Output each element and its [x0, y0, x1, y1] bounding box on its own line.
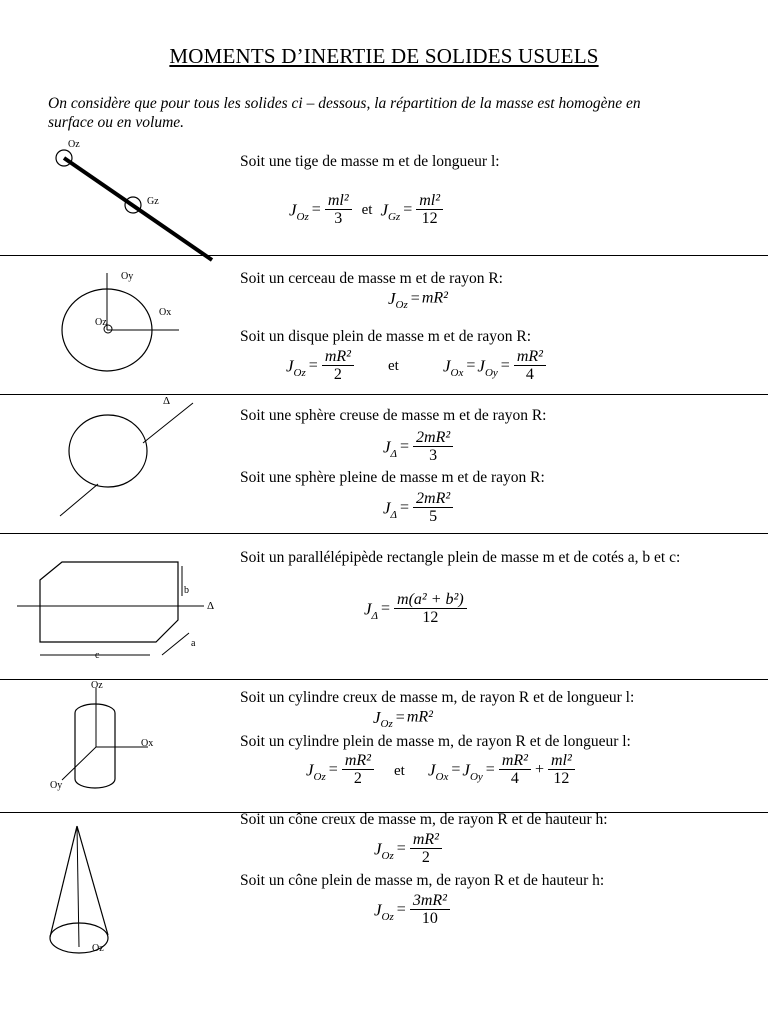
- denominator: 12: [394, 608, 467, 626]
- numerator: ml²: [550, 752, 572, 769]
- formula-fraction: [410, 832, 442, 866]
- denominator: 3: [325, 209, 352, 227]
- formula-subscript: Δ: [371, 609, 379, 622]
- box-a-dimension: [162, 633, 189, 655]
- box-a-label: a: [191, 638, 196, 649]
- section-divider: [0, 533, 768, 534]
- formula-expression: mR²: [421, 289, 448, 307]
- sphere-axis-upper: [143, 403, 193, 443]
- formula-subscript: Gz: [387, 210, 401, 223]
- hollow-sphere-text: Soit une sphère creuse de masse m et de rayon R:: [240, 407, 547, 424]
- formula-fraction: [394, 592, 467, 626]
- numerator: 3mR²: [412, 892, 447, 909]
- denominator: 3: [413, 446, 453, 464]
- formula-j: J: [462, 760, 470, 780]
- box-b-label: b: [184, 585, 189, 596]
- denominator: 2: [322, 365, 354, 383]
- formula-j: J: [477, 356, 485, 376]
- cylinder-body: [75, 704, 115, 788]
- hollow-cylinder-formula: $J_{Oz} = mR^2$: [373, 708, 433, 731]
- formula-subscript: Ox: [435, 770, 449, 783]
- formula-j: J: [373, 708, 381, 727]
- formula-j: J: [306, 760, 314, 780]
- denominator: 4: [499, 769, 531, 787]
- intro-paragraph: On considère que pour tous les solides ci – dessous, la répartition de la masse est homogène en surface ou en volume.: [48, 95, 641, 131]
- numerator: mR²: [344, 752, 371, 769]
- numerator: mR²: [412, 831, 439, 848]
- formula-j: J: [374, 900, 382, 920]
- formula-fraction: [325, 193, 352, 227]
- formula-j: J: [443, 356, 451, 376]
- formula-j: J: [428, 760, 436, 780]
- solid-cylinder-text: Soit un cylindre plein de masse m, de rayon R et de longueur l:: [240, 733, 631, 750]
- denominator: 12: [416, 209, 443, 227]
- formula-fraction: [413, 430, 453, 464]
- formula-j: J: [383, 437, 391, 457]
- cone-oz-label: Oz: [92, 943, 104, 954]
- formula-fraction: [322, 349, 354, 383]
- hoop-oz-label: Oz: [95, 317, 107, 328]
- formula-j: J: [289, 200, 297, 220]
- formula-subscript: Δ: [390, 508, 398, 521]
- plus-sign: +: [534, 761, 544, 778]
- hoop-text: Soit un cerceau de masse m et de rayon R:: [240, 270, 503, 287]
- formula-connector: et: [361, 201, 373, 218]
- cylinder-figure: [62, 688, 148, 788]
- disk-formula-ox-oy: $J_{Ox} = J_{Oy}$ = $\frac{\text{mR²}}{4}$: [443, 349, 548, 383]
- solid-cone-formula: $J_{Oz}$ = $\frac{\text{3mR²}}{10}$: [374, 893, 452, 927]
- hollow-cylinder-text: Soit un cylindre creux de masse m, de rayon R et de longueur l:: [240, 689, 635, 706]
- cylinder-oy-axis: [62, 747, 96, 780]
- hoop-formula: $J_{Oz} = mR^2$: [388, 289, 448, 312]
- rod-text: Soit une tige de masse m et de longueur l:: [240, 153, 500, 170]
- box-formula: $J_\Delta$ = $\frac{\text{m(a² + b²)}}{12}$: [364, 592, 469, 626]
- numerator: mR²: [516, 348, 543, 365]
- formula-j: J: [380, 200, 388, 220]
- section-divider: [0, 679, 768, 680]
- solid-cone-text: Soit un cône plein de masse m, de rayon R et de hauteur h:: [240, 872, 605, 889]
- cylinder-oy-label: Oy: [50, 780, 63, 791]
- numerator: 2mR²: [416, 429, 451, 446]
- denominator: 2: [410, 848, 442, 866]
- formula-fraction: [410, 893, 450, 927]
- solid-sphere-text: Soit une sphère pleine de masse m et de rayon R:: [240, 469, 545, 486]
- section-divider: [0, 255, 768, 256]
- formula-expression: mR²: [406, 708, 433, 726]
- parallelepiped-figure: [17, 562, 204, 655]
- cone-figure: [50, 826, 108, 953]
- solid-cylinder-formula-oz: $J_{Oz}$ = $\frac{\text{mR²}}{2}$: [306, 753, 376, 787]
- solid-sphere-formula: $J_\Delta$ = $\frac{\text{2mR²}}{5}$: [383, 491, 455, 525]
- cylinder-connector: et: [394, 763, 405, 779]
- formula-j: J: [383, 498, 391, 518]
- formula-subscript: Oz: [381, 849, 394, 862]
- hoop-figure: [62, 273, 179, 371]
- formula-subscript: Oy: [484, 366, 498, 379]
- denominator: 12: [548, 769, 575, 787]
- formula-subscript: Oz: [313, 770, 326, 783]
- numerator: ml²: [419, 192, 441, 209]
- hollow-cone-formula: $J_{Oz}$ = $\frac{\text{mR²}}{2}$: [374, 832, 444, 866]
- formula-subscript: Δ: [390, 447, 398, 460]
- box-text: Soit un parallélépipède rectangle plein de masse m et de cotés a, b et c:: [240, 549, 681, 566]
- numerator: mR²: [501, 752, 528, 769]
- sphere-figure: [60, 403, 193, 516]
- hoop-ox-label: Ox: [159, 307, 172, 318]
- rod-formula: $J_{Oz}$ = $\frac{\text{ml²}}{3}$ et $J_{Gz}$ = $\frac{\text{ml²}}{12}$: [289, 193, 445, 227]
- section-divider: [0, 394, 768, 395]
- rod-figure: [56, 150, 212, 260]
- sphere-ellipse: [69, 415, 147, 487]
- numerator: mR²: [324, 348, 351, 365]
- numerator: ml²: [327, 192, 349, 209]
- disk-formula-oz: $J_{Oz}$ = $\frac{\text{mR²}}{2}$: [286, 349, 356, 383]
- sphere-delta-label: Δ: [163, 395, 171, 407]
- formula-subscript: Oz: [380, 718, 393, 731]
- formula-subscript: Oz: [395, 299, 408, 312]
- rod-oz-label: Oz: [68, 139, 80, 150]
- formula-fraction: [413, 491, 453, 525]
- rod-gz-label: Gz: [147, 196, 159, 207]
- box-outline: [40, 562, 178, 642]
- formula-fraction: [514, 349, 546, 383]
- numerator: m(a² + b²): [397, 591, 464, 608]
- formula-j: J: [374, 839, 382, 859]
- box-c-label: c: [95, 650, 100, 661]
- cylinder-oz-label: Oz: [91, 680, 103, 691]
- hoop-oy-label: Oy: [121, 271, 134, 282]
- formula-subscript: Oz: [296, 210, 309, 223]
- formula-subscript: Oy: [469, 770, 483, 783]
- formula-j: J: [388, 289, 396, 308]
- cone-right-side: [77, 826, 108, 935]
- denominator: 4: [514, 365, 546, 383]
- denominator: 2: [342, 769, 374, 787]
- cone-left-side: [50, 826, 77, 937]
- formula-j: J: [364, 599, 372, 619]
- cylinder-ox-label: Ox: [141, 738, 154, 749]
- numerator: 2mR²: [416, 490, 451, 507]
- denominator: 5: [413, 507, 453, 525]
- disk-connector: et: [388, 358, 399, 374]
- formula-fraction: [342, 753, 374, 787]
- formula-subscript: Oz: [293, 366, 306, 379]
- page-title: MOMENTS D’INERTIE DE SOLIDES USUELS: [169, 44, 599, 68]
- denominator: 10: [410, 909, 450, 927]
- solid-cylinder-formula-ox-oy: $J_{Ox} = J_{Oy}$ = $\frac{\text{mR²}}{4}$ + $\frac{\text{ml²}}{12}$: [428, 753, 577, 787]
- hollow-cone-text: Soit un cône creux de masse m, de rayon R et de hauteur h:: [240, 811, 608, 828]
- disk-text: Soit un disque plein de masse m et de rayon R:: [240, 328, 532, 345]
- rod-line: [64, 158, 212, 260]
- formula-subscript: Oz: [381, 910, 394, 923]
- cone-axis: [77, 826, 79, 947]
- formula-fraction: [499, 753, 531, 787]
- formula-fraction: [416, 193, 443, 227]
- formula-j: J: [286, 356, 294, 376]
- hollow-sphere-formula: $J_\Delta$ = $\frac{\text{2mR²}}{3}$: [383, 430, 455, 464]
- box-delta-label: Δ: [207, 600, 215, 612]
- formula-fraction: [548, 753, 575, 787]
- sphere-axis-lower: [60, 484, 98, 516]
- formula-subscript: Ox: [450, 366, 464, 379]
